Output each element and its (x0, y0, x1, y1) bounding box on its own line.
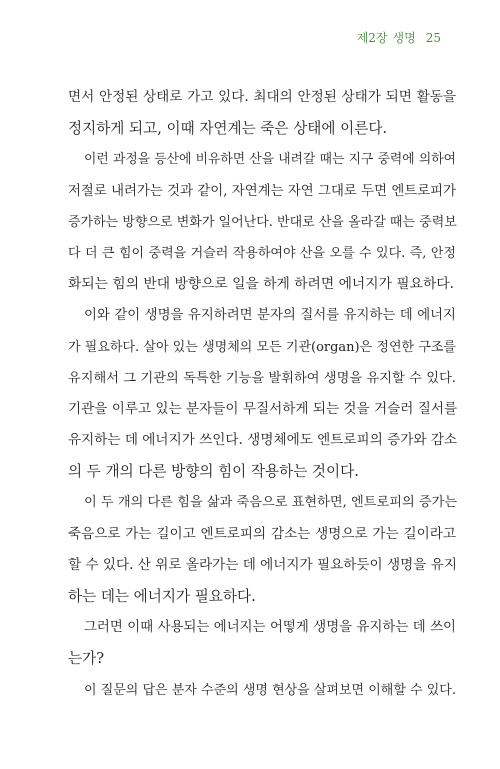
page-number: 25 (425, 31, 441, 45)
text-line: 할 수 있다. 산 위로 올라가는 데 에너지가 필요하듯이 생명을 유지 (68, 556, 457, 573)
body-text (68, 82, 456, 706)
text-line: 유지해서 그 기관의 독특한 기능을 발휘하여 생명을 유지할 수 있다. (68, 370, 456, 386)
text-line: 의 두 개의 다른 방향의 힘이 작용하는 것이다. (68, 463, 359, 481)
text-line: 유지하는 데 에너지가 쓰인다. 생명체에도 엔트로피의 증가와 감소 (68, 432, 458, 449)
text-line: 는가? (68, 650, 105, 668)
chapter-label: 제2장 (356, 31, 388, 45)
text-line: 하는 데는 에너지가 필요하다. (68, 588, 256, 605)
text-line: 이 두 개의 다른 힘을 삶과 죽음으로 표현하면, 엔트로피의 증가는 (84, 495, 458, 511)
text-line: 이와 같이 생명을 유지하려면 분자의 질서를 유지하는 데 에너지 (84, 308, 456, 324)
text-line: 저절로 내려가는 것과 같이, 자연계는 자연 그대로 두면 엔트로피가 (68, 183, 456, 199)
text-line: 증가하는 방향으로 변화가 일어난다. 반대로 산을 올라갈 때는 중력보 (68, 214, 457, 230)
chapter-title: 생명 (392, 31, 416, 45)
running-header (357, 30, 441, 46)
text-line: 죽음으로 가는 길이고 엔트로피의 감소는 생명으로 가는 길이라고 (68, 525, 456, 542)
text-line: 기관을 이루고 있는 분자들이 무질서하게 되는 것을 거슬러 질서를 (68, 400, 458, 417)
text-line: 가 필요하다. 살아 있는 생명체의 모든 기관(organ)은 정연한 구조를 (68, 339, 456, 355)
text-line: 다 더 큰 힘이 중력을 거슬러 작용하여야 산을 오를 수 있다. 즉, 안정 (68, 245, 456, 261)
text-line: 정지하게 되고, 이때 자연계는 죽은 상태에 이른다. (68, 120, 388, 138)
text-line: 그러면 이때 사용되는 에너지는 어떻게 생명을 유지하는 데 쓰이 (84, 620, 456, 636)
text-line: 이 질문의 답은 분자 수준의 생명 현상을 살펴보면 이해할 수 있다. (84, 682, 456, 698)
text-line: 면서 안정된 상태로 가고 있다. 최대의 안정된 상태가 되면 활동을 (68, 89, 456, 105)
text-line: 이런 과정을 등산에 비유하면 산을 내려갈 때는 지구 중력에 의하여 (84, 152, 456, 168)
text-line: 화되는 힘의 반대 방향으로 일을 하게 하려면 에너지가 필요하다. (68, 276, 454, 293)
